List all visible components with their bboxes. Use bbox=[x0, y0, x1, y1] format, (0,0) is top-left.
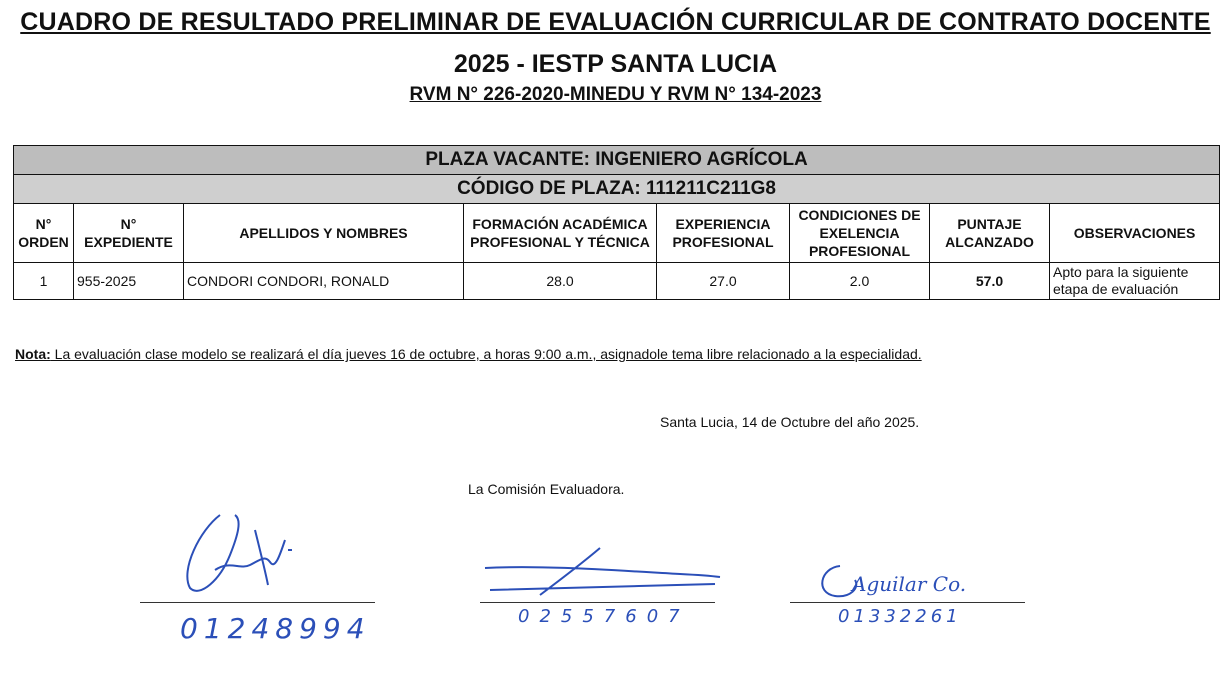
cell-experiencia: 27.0 bbox=[657, 263, 790, 300]
col-observaciones: OBSERVACIONES bbox=[1050, 204, 1220, 263]
col-orden: N° ORDEN bbox=[14, 204, 74, 263]
col-experiencia: EXPERIENCIA PROFESIONAL bbox=[657, 204, 790, 263]
signature-line-1 bbox=[140, 602, 375, 603]
note: Nota: La evaluación clase modelo se realizará el día jueves 16 de octubre, a horas 9:00 a.m., asignadole tema libre relacionado a la especialidad. bbox=[15, 346, 922, 362]
cell-observaciones: Apto para la siguiente etapa de evaluación bbox=[1050, 263, 1220, 300]
handwritten-number-3: 01332261 bbox=[838, 606, 962, 627]
cell-orden: 1 bbox=[14, 263, 74, 300]
col-nombres: APELLIDOS Y NOMBRES bbox=[184, 204, 464, 263]
cell-formacion: 28.0 bbox=[464, 263, 657, 300]
codigo-plaza-band: CÓDIGO DE PLAZA: 111211C211G8 bbox=[14, 175, 1220, 204]
col-puntaje: PUNTAJE ALCANZADO bbox=[930, 204, 1050, 263]
cell-condiciones: 2.0 bbox=[790, 263, 930, 300]
table-header-row bbox=[14, 204, 1220, 263]
document-title-line2: 2025 - IESTP SANTA LUCIA bbox=[453, 50, 778, 78]
handwritten-number-2: 02557607 bbox=[518, 606, 690, 627]
signature-3 bbox=[810, 558, 1010, 603]
document-subtitle: RVM N° 226-2020-MINEDU Y RVM N° 134-2023 bbox=[409, 84, 822, 105]
table-row bbox=[14, 263, 1220, 300]
col-expediente: N° EXPEDIENTE bbox=[74, 204, 184, 263]
col-formacion: FORMACIÓN ACADÉMICA PROFESIONAL Y TÉCNICA bbox=[464, 204, 657, 263]
signature-line-2 bbox=[480, 602, 715, 603]
commission-label: La Comisión Evaluadora. bbox=[468, 481, 625, 497]
document-title: CUADRO DE RESULTADO PRELIMINAR DE EVALUACIÓN CURRICULAR DE CONTRATO DOCENTE bbox=[20, 8, 1211, 36]
plaza-vacante-band: PLAZA VACANTE: INGENIERO AGRÍCOLA bbox=[14, 146, 1220, 175]
cell-nombres: CONDORI CONDORI, RONALD bbox=[184, 263, 464, 300]
results-table bbox=[13, 145, 1220, 300]
cell-expediente: 955-2025 bbox=[74, 263, 184, 300]
cell-puntaje: 57.0 bbox=[930, 263, 1050, 300]
date-line: Santa Lucia, 14 de Octubre del año 2025. bbox=[660, 414, 920, 430]
handwritten-number-1: 01248994 bbox=[180, 612, 371, 645]
col-condiciones: CONDICIONES DE EXELENCIA PROFESIONAL bbox=[790, 204, 930, 263]
signature-line-3 bbox=[790, 602, 1025, 603]
signature-3-text: Aguilar Co. bbox=[852, 572, 967, 596]
signature-2 bbox=[480, 540, 730, 610]
signature-1 bbox=[160, 500, 310, 600]
